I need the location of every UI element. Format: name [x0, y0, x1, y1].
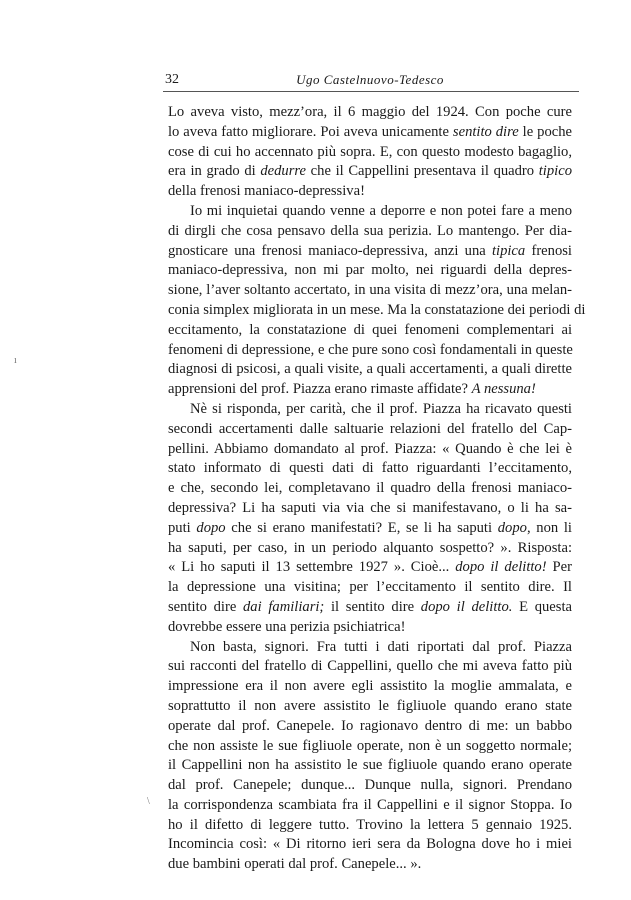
text-line — [168, 717, 572, 737]
text-run: cose di cui ho accennato più sopra. E, con questo modesto bagaglio, — [168, 143, 572, 160]
text-run: gnosticare una frenosi maniaco-depressiva, anzi una — [168, 242, 492, 259]
text-line — [168, 202, 572, 222]
text-line — [168, 341, 572, 361]
text-run: fenomeni di depressione, e che pure sono così fondamentali in queste — [168, 341, 573, 358]
text-run: impressione era il non avere egli assistito la moglie ammalata, e — [168, 678, 572, 695]
text-run: Io mi inquietai quando venne a deporre e non potei fare a meno — [190, 202, 572, 219]
text-run: lo aveva fatto migliorare. Poi aveva unicamente — [168, 123, 453, 140]
text-run: e che, secondo lei, completavano il quadro della frenosi maniaco- — [168, 480, 572, 497]
text-run: ha saputi, per caso, in un periodo alquanto sospetto? ». Risposta: — [168, 539, 572, 556]
text-run: il sentito dire — [324, 598, 421, 615]
text-line — [168, 321, 572, 341]
text-run: il Cappellini non ha assistito le sue figliuole quando erano operate — [168, 757, 572, 774]
text-run: della frenosi maniaco-depressiva! — [168, 183, 365, 200]
text-run: soprattutto il non avere assistito le figliuole quando erano state — [168, 697, 572, 714]
text-run: secondi accertamenti dalle saltuarie relazioni del fratello del Cap- — [168, 420, 572, 437]
text-line — [168, 103, 572, 123]
text-run: diagnosi di psicosi, a quali visite, a quali accertamenti, a quali dirette — [168, 361, 572, 378]
text-run: dal prof. Canepele; dunque... Dunque nulla, signori. Prendano — [168, 777, 572, 794]
text-run: « Li ho saputi il 13 settembre 1927 ». Cioè... — [168, 559, 456, 576]
italic-text: A nessuna! — [471, 381, 536, 398]
text-run: due bambini operati dal prof. Canepele... ». — [168, 856, 422, 873]
text-run: che non assiste le sue figliuole operate, non è un soggetto normale; — [168, 737, 572, 754]
text-line — [168, 697, 572, 717]
italic-text: dopo il delitto! — [455, 559, 547, 576]
text-line — [168, 618, 572, 638]
text-line — [168, 281, 572, 301]
italic-text: tipico — [538, 163, 572, 180]
header-rule — [163, 91, 579, 92]
text-line — [168, 816, 572, 836]
text-run: E questa — [512, 598, 572, 615]
text-line — [168, 855, 572, 875]
italic-text: dai familiari; — [243, 598, 325, 615]
text-run: dovrebbe essere una perizia psichiatrica! — [168, 618, 406, 635]
text-line — [168, 143, 572, 163]
margin-mark: \ — [147, 796, 150, 807]
text-run: di dirgli che cosa pensavo della sua perizia. Lo mantengo. Per dia- — [168, 222, 572, 239]
text-line — [168, 222, 572, 242]
italic-text: dedurre — [260, 163, 307, 180]
running-head: Ugo Castelnuovo-Tedesco — [296, 72, 444, 87]
text-line — [168, 162, 572, 182]
text-run: Incomincia così: « Di ritorno ieri sera da Bologna dove ho i miei — [168, 836, 572, 853]
text-line — [168, 479, 572, 499]
text-run: che si erano manifestati? E, se li ha saputi — [225, 519, 498, 536]
margin-mark: ı — [14, 355, 17, 366]
text-run: sui racconti del fratello di Cappellini, quello che mi aveva fatto più — [168, 658, 572, 675]
text-run: la depressione una visitina; per l’eccitamento il sentito dire. Il — [168, 579, 572, 596]
text-line — [168, 400, 572, 420]
body-text — [168, 103, 586, 875]
text-run: frenosi — [525, 242, 572, 259]
text-line — [168, 440, 572, 460]
text-line — [168, 657, 572, 677]
text-line — [168, 301, 586, 321]
text-line — [168, 776, 572, 796]
italic-text: dopo — [497, 519, 527, 536]
text-line — [168, 123, 572, 143]
text-run: operate dal prof. Canepele. Io ragionavo dentro di me: un babbo — [168, 717, 572, 734]
italic-text: tipica — [491, 242, 526, 259]
text-run: Non basta, signori. Fra tutti i dati riportati dal prof. Piazza — [190, 638, 572, 655]
text-run: puti — [168, 519, 197, 536]
text-line — [168, 360, 572, 380]
text-line — [168, 737, 572, 757]
text-run: le poche — [518, 123, 572, 140]
text-run: ho il difetto di leggere tutto. Trovino la lettera 5 gennaio 1925. — [168, 816, 572, 833]
text-line — [168, 677, 572, 697]
text-run: Nè si risponda, per carità, che il prof. Piazza ha ricavato questi — [190, 400, 572, 417]
text-line — [168, 182, 572, 202]
text-run: maniaco-depressiva, non mi par molto, nei riguardi della depres- — [168, 262, 572, 279]
page-number: 32 — [165, 72, 179, 87]
text-run: pellini. Abbiamo domandato al prof. Piazza: « Quando è che lei è — [168, 440, 572, 457]
text-run: Per — [546, 559, 572, 576]
text-line — [168, 638, 572, 658]
italic-text: sentito dire — [452, 123, 519, 140]
text-run: apprensioni del prof. Piazza erano rimaste affidate? — [168, 381, 472, 398]
text-line — [168, 796, 572, 816]
text-run: sentito dire — [168, 598, 243, 615]
text-line — [168, 519, 572, 539]
text-line — [168, 835, 572, 855]
text-run: stato informato di questi dati di fatto riguardanti l’eccitamento, — [168, 460, 572, 477]
text-line — [168, 420, 572, 440]
text-line — [168, 242, 572, 262]
text-line — [168, 459, 572, 479]
text-line — [168, 756, 572, 776]
text-run: la corrispondenza scambiata fra il Cappellini e il signor Stoppa. Io — [168, 796, 572, 813]
text-run: , non li — [526, 519, 572, 536]
text-line — [168, 261, 572, 281]
text-line — [168, 499, 572, 519]
text-run: che il Cappellini presentava il quadro — [306, 163, 539, 180]
text-run: eccitamento, la constatazione di quei fenomeni complementari ai — [168, 321, 572, 338]
italic-text: dopo — [196, 519, 226, 536]
text-line — [168, 578, 572, 598]
text-line — [168, 558, 572, 578]
text-run: sione, l’aver soltanto accertato, in una visita di mezz’ora, una melan- — [168, 282, 572, 299]
text-run: era in grado di — [168, 163, 261, 180]
text-line — [168, 598, 572, 618]
text-run: Lo aveva visto, mezz’ora, il 6 maggio del 1924. Con poche cure — [168, 104, 572, 120]
italic-text: dopo il delitto. — [420, 598, 513, 615]
text-run: conia simplex migliorata in un mese. Ma la constatazione dei periodi di — [168, 301, 586, 318]
text-line — [168, 380, 572, 400]
text-line — [168, 539, 572, 559]
text-run: depressiva? Li ha saputi via via che si manifestavano, o li ha sa- — [168, 499, 572, 516]
